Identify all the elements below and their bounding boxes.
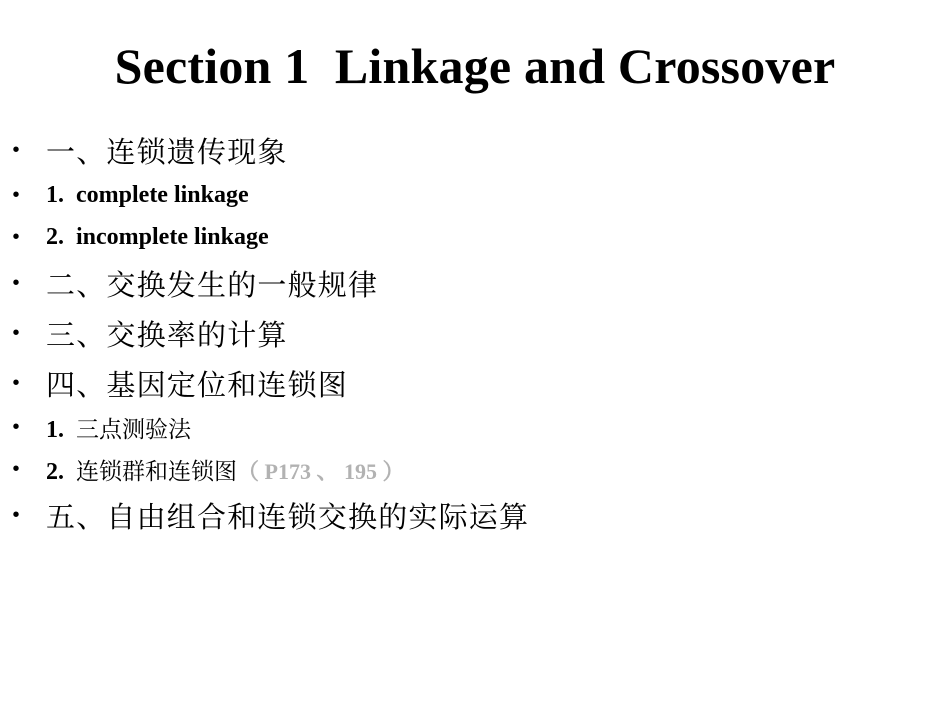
bullet-text: 四、基因定位和连锁图 [46,367,349,402]
list-item [0,496,950,534]
bullet-text [46,411,191,444]
bullet-text: 一、连锁遗传现象 [46,134,288,169]
bullet-icon: • [12,272,20,294]
item-label: incomplete linkage [76,223,269,250]
list-item [0,314,950,352]
bullet-icon: • [12,322,20,344]
list-item [0,222,950,252]
item-number: 1. [46,416,76,443]
bullet-icon: • [12,416,20,438]
bullet-text: 三、交换率的计算 [46,317,288,352]
bullet-text: 二、交换发生的一般规律 [46,267,379,302]
list-item [0,454,950,484]
bullet-icon: • [12,139,20,161]
list-item [0,180,950,210]
bullet-icon: • [12,372,20,394]
item-number: 2. [46,223,76,250]
item-label: complete linkage [76,181,249,208]
bullet-icon: • [12,458,20,480]
item-number: 2. [46,458,76,485]
page-reference: （ P173 、 195 ） [237,458,405,484]
item-label: 三点测验法 [76,416,191,443]
slide-title: Section 1 Linkage and Crossover [114,38,836,94]
item-number: 1. [46,181,76,208]
list-item [0,264,950,302]
bullet-text: 五、自由组合和连锁交换的实际运算 [46,499,530,534]
bullet-icon: • [12,226,20,248]
list-item [0,131,950,169]
item-label: 连锁群和连锁图 [76,458,237,485]
bullet-icon: • [12,504,20,526]
list-item [0,412,950,442]
bullet-text [46,453,404,486]
bullet-text [46,224,269,251]
list-item [0,364,950,402]
bullet-icon: • [12,184,20,206]
bullet-text [46,182,249,209]
